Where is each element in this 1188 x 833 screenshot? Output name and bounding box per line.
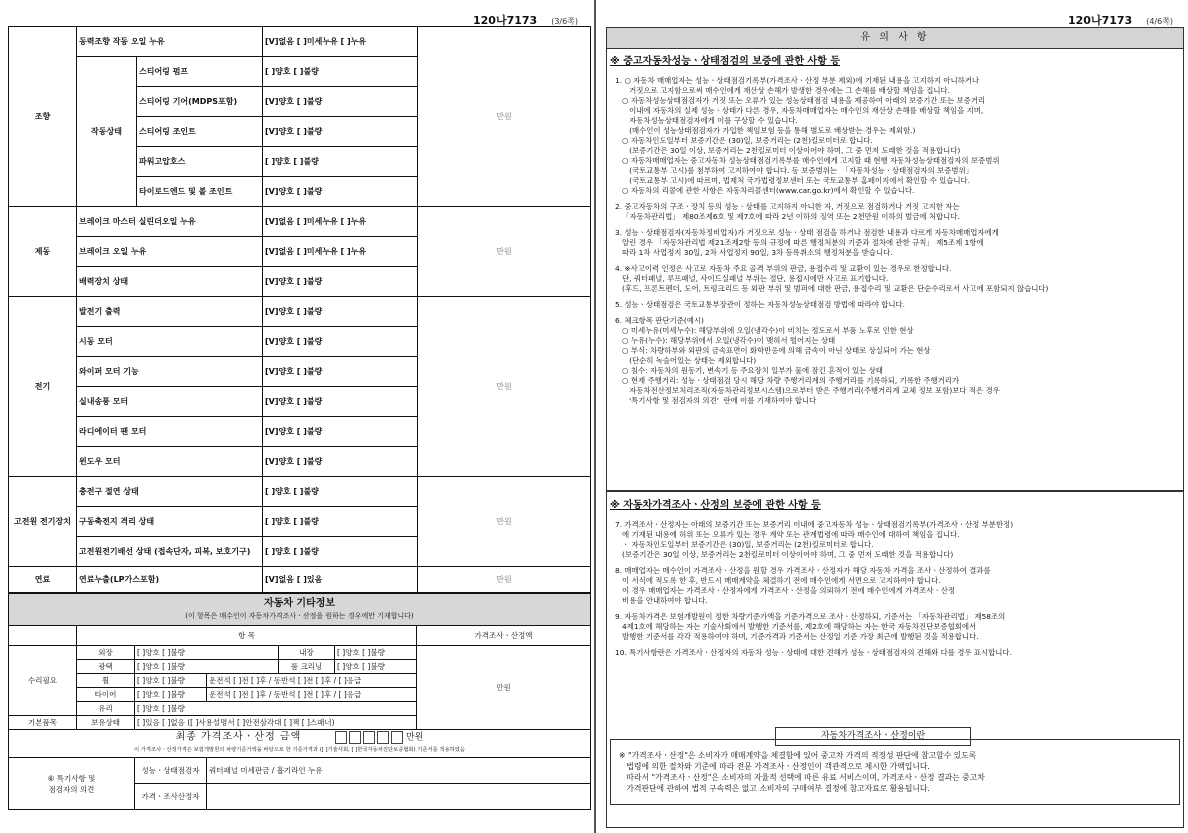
text-line: 7. 가격조사ㆍ산정자는 아래의 보증기간 또는 보증거리 이내에 중고자동차 성능ㆍ상태점검기록부(가격조사ㆍ산정 부분한정) bbox=[615, 520, 1014, 529]
item-status: [V]양호 [ ]불량 bbox=[263, 267, 418, 297]
item-label: 라디에이터 팬 모터 bbox=[77, 417, 263, 447]
item-label: 시동 모터 bbox=[77, 327, 263, 357]
opinion-label: ⑥ 특기사항 및 점검자의 의견 bbox=[9, 758, 135, 810]
text-line: ○ 누유(누수): 해당부위에서 오일(냉각수)이 맺혀서 떨어지는 상태 bbox=[615, 336, 836, 345]
item-detail: 운전석 [ ]전 [ ]후 / 동반석 [ ]전 [ ]후 / [ ]응급 bbox=[207, 674, 417, 688]
final-price-note: 이 가격조사ㆍ산정가격은 보험개발원의 차량기준가액을 바탕으로 한 기준가격과 ([ ]기술사회, [ ]한국자동차진단보증협회) 기준서를 적용하였음 bbox=[133, 747, 466, 753]
text-line: 6. 체크항목 판단기준(예시) bbox=[615, 316, 704, 325]
item-status: [V]양호 [ ]불량 bbox=[263, 117, 418, 147]
text-line: 「자동차관리법」 제80조제6호 및 제7호에 따라 2년 이하의 징역 또는 2천만원 이하의 벌금에 처합니다. bbox=[615, 212, 960, 221]
item-status: [V]양호 [ ]불량 bbox=[263, 417, 418, 447]
category-fuel: 연료 bbox=[9, 567, 77, 593]
text-line: ○ 침수: 자동차의 원동기, 변속기 등 주요장치 일부가 물에 잠긴 흔적이 있는 상태 bbox=[615, 366, 883, 375]
text-line: 4. ※사고이력 인정은 사고로 자동차 주요 골격 부위의 판금, 용접수리 및 교환이 있는 경우로 한정합니다. bbox=[615, 264, 952, 273]
item-label: 실내송풍 모터 bbox=[77, 387, 263, 417]
section2-heading: ※ 자동차가격조사ㆍ산정의 보증에 관한 사항 등 bbox=[610, 500, 821, 511]
sub-category: 작동상태 bbox=[77, 57, 137, 207]
page-divider bbox=[594, 0, 596, 833]
text-line: ○ 자동차매매업자는 중고자동차 성능상태점검기록부를 매수인에게 고지할 때 현행 자동차성능상태점검자의 보증범위 bbox=[615, 156, 1000, 165]
item-label: 구동축전지 격리 상태 bbox=[77, 507, 263, 537]
text-line: 발행한 기준서를 각각 적용하여야 하며, 기준가격과 기준서는 산정일 기준 가장 최근에 발행된 것을 적용합니다. bbox=[615, 632, 979, 641]
op2-value bbox=[207, 784, 591, 810]
item-label: 휠 bbox=[77, 674, 135, 688]
item-status: [ ]양호 [ ]불량 bbox=[335, 646, 417, 660]
category-brake: 제동 bbox=[9, 207, 77, 297]
etc-header bbox=[9, 594, 591, 626]
item-status: [ ]양호 [ ]불량 bbox=[263, 147, 418, 177]
item-label: 스티어링 펌프 bbox=[137, 57, 263, 87]
text-line: 자동차전산정보처리조직(자동차관리정보시스템)으로부터 받은 주행거리(주행거리계 교체 정보 포함)보다 적은 경우 bbox=[615, 386, 1000, 395]
item-label: 보유상태 bbox=[77, 716, 135, 730]
text-line: 8. 매매업자는 매수인이 가격조사ㆍ산정을 원할 경우 가격조사ㆍ산정자가 해당 자동차 가격을 조사ㆍ산정하여 결과를 bbox=[615, 566, 991, 575]
item-status: [ ]양호 [ ]불량 bbox=[135, 688, 207, 702]
text-line: 이 서식에 적도록 한 후, 반드시 매매계약을 체결하기 전에 매수인에게 서면으로 고지하여야 합니다. bbox=[615, 576, 941, 585]
item-status: [ ]양호 [ ]불량 bbox=[335, 660, 417, 674]
text-line: 단, 쿼터패널, 루프패널, 사이드실패널 부위는 절단, 용접시에만 사고로 표기합니다. bbox=[615, 274, 889, 283]
item-status: [ ]양호 [ ]불량 bbox=[135, 660, 279, 674]
page-number: (3/6쪽) bbox=[551, 17, 579, 26]
blank-cell bbox=[9, 626, 77, 646]
text-line: '특기사항 및 점검자의 의견' 란에 이를 기재하여야 합니다 bbox=[615, 396, 817, 405]
text-line: ○ 자동차성능상태점검자가 거짓 또는 오류가 있는 성능상태점검 내용을 제공하여 아래의 보증기간 또는 보증거리 bbox=[615, 96, 986, 105]
item-status: [ ]양호 [ ]불량 bbox=[263, 507, 418, 537]
text-line: ※ "가격조사ㆍ산정"은 소비자가 매매계약을 체결함에 있어 중고차 가격의 적정성 판단에 참고할수 있도록 bbox=[619, 751, 977, 760]
text-line: 4제1호에 해당하는 자는 기술사회에서 발행한 기준서를, 제2호에 해당하는 자는 한국 자동차진단보증협회에서 bbox=[615, 622, 977, 631]
sub-title-box: 자동차가격조사ㆍ산정이란 bbox=[775, 727, 971, 746]
etc-info-table bbox=[8, 593, 591, 810]
text-line: 1. ○ 자동차 매매업자는 성능ㆍ상태점검기록부(가격조사ㆍ산정 부분 제외)에 기재된 내용을 고지하지 아니하거나 bbox=[615, 76, 980, 85]
final-price-row bbox=[9, 730, 591, 758]
text-line: 9. 자동차가격은 보험개발원이 정한 차량기준가액을 기준가격으로 조사ㆍ산정하되, 기준서는 「자동차관리법」 제58조의 bbox=[615, 612, 1006, 621]
text-line: 3. 성능ㆍ상태점검자(자동차정비업자)가 거짓으로 성능ㆍ상태 점검을 하거나 점검한 내용과 다르게 자동차매매업자에게 bbox=[615, 228, 999, 237]
item-label: 파워고압호스 bbox=[137, 147, 263, 177]
text-line: 2. 중고자동차의 구조ㆍ장치 등의 성능ㆍ상태를 고지하지 아니한 자, 거짓으로 점검하거나 거짓 고지한 자는 bbox=[615, 202, 960, 211]
item-status: [V]양호 [ ]불량 bbox=[263, 87, 418, 117]
item-label: 발전기 출력 bbox=[77, 297, 263, 327]
item-label: 충전구 절연 상태 bbox=[77, 477, 263, 507]
price-unit: 만원 bbox=[417, 646, 591, 730]
repair-label: 수리필요 bbox=[9, 646, 77, 716]
item-status: [ ]양호 [ ]불량 bbox=[263, 57, 418, 87]
etc-title: 자동차 기타정보 bbox=[263, 597, 336, 609]
doc-number: 120나7173 bbox=[473, 14, 538, 27]
price-unit: 만원 bbox=[418, 207, 591, 297]
item-label: 윈도우 모터 bbox=[77, 447, 263, 477]
text-line: 5. 성능ㆍ상태점검은 국토교통부장관이 정하는 자동차성능상태점검 방법에 따라야 합니다. bbox=[615, 300, 906, 309]
section1-body bbox=[607, 76, 1183, 406]
text-line: (국토교통부 고시)에 따르며, 법제처 국가법령정보센터 또는 국토교통부 홈페이지에서 확인할 수 있습니다. bbox=[615, 176, 971, 185]
item-detail: 운전석 [ ]전 [ ]후 / 동반석 [ ]전 [ ]후 / [ ]응급 bbox=[207, 688, 417, 702]
text-line: ○ 미세누유(미세누수): 해당부위에 오일(냉각수)이 비치는 정도로서 부품 노후로 인한 현상 bbox=[615, 326, 914, 335]
col-item: 항 목 bbox=[77, 626, 417, 646]
text-line: ㆍ 자동차인도일부터 보증기간은 (30)일, 보증거리는 (2천)킬로미터로 합니다. bbox=[615, 540, 874, 549]
item-label: 배력장치 상태 bbox=[77, 267, 263, 297]
text-line: (보증기간은 30일 이상, 보증거리는 2천킬로미터 이상이어야 하며, 그 중 먼저 도래한 것을 적용합니다) bbox=[615, 550, 954, 559]
text-line: (국토교통부 고시)를 첨부하여 고지하여야 합니다. 동 보증범위는 「자동차성능ㆍ상태점검자의 보증범위」 bbox=[615, 166, 973, 175]
doc-header-right bbox=[1068, 12, 1173, 26]
basic-label: 기본품목 bbox=[9, 716, 77, 730]
section2-body bbox=[607, 520, 1183, 658]
col-price: 가격조사ㆍ산정액 bbox=[417, 626, 591, 646]
item-status: [V]양호 [ ]불량 bbox=[263, 357, 418, 387]
text-line: 자동차성능상태점검자에게 이를 구상할 수 있습니다. bbox=[615, 116, 798, 125]
item-status: [V]양호 [ ]불량 bbox=[263, 297, 418, 327]
text-line: 거짓으로 고지함으로써 매수인에게 재산상 손해가 발생한 경우에는 그 손해를 배상할 책임을 집니다. bbox=[615, 86, 951, 95]
item-label: 브레이크 마스터 실린더오일 누유 bbox=[77, 207, 263, 237]
sub-text-box bbox=[610, 739, 1180, 805]
item-status: [V]양호 [ ]불량 bbox=[263, 177, 418, 207]
price-unit: 만원 bbox=[418, 27, 591, 207]
item-label: 동력조향 작동 오일 누유 bbox=[77, 27, 263, 57]
text-line: ○ 자동차인도일부터 보증기간은 (30)일, 보증거리는 (2천)킬로미터로 합니다. bbox=[615, 136, 873, 145]
price-unit: 만원 bbox=[418, 297, 591, 477]
item-status: [V]양호 [ ]불량 bbox=[263, 387, 418, 417]
text-line: 에 기재된 내용에 허위 또는 오류가 있는 경우 계약 또는 관계법령에 따라 매수인에 대하여 책임을 집니다. bbox=[615, 530, 960, 539]
category-hv: 고전원 전기장치 bbox=[9, 477, 77, 567]
text-line: (보증기간은 30일 이상, 보증거리는 2천킬로미터 이상이어야 하며, 그 중 먼저 도래한 것을 적용합니다) bbox=[615, 146, 961, 155]
inspection-table bbox=[8, 26, 591, 593]
text-line: 비용을 안내하여야 합니다. bbox=[615, 596, 708, 605]
final-price-label: 최종 가격조사ㆍ산정 금액 bbox=[175, 731, 302, 743]
item-status: [ ]양호 [ ]불량 bbox=[135, 702, 417, 716]
item-label: 브레이크 오일 누유 bbox=[77, 237, 263, 267]
item-label: 외장 bbox=[77, 646, 135, 660]
notice-title: 유 의 사 항 bbox=[607, 28, 1183, 49]
item-status: [V]없음 [ ]미세누유 [ ]누유 bbox=[263, 237, 418, 267]
item-label: 스티어링 조인트 bbox=[137, 117, 263, 147]
category-electric: 전기 bbox=[9, 297, 77, 477]
item-status: [V]양호 [ ]불량 bbox=[263, 327, 418, 357]
category-steering: 조향 bbox=[9, 27, 77, 207]
text-line: (후드, 프론트펜더, 도어, 트렁크리드 등 외판 부위 및 범퍼에 대한 판금, 용접수리 및 교환은 단순수리로서 사고에 포함되지 않습니다) bbox=[615, 284, 1049, 293]
text-line: 알린 경우 「자동차관리법 제21조제2항 등의 규정에 따른 행정처분의 기준과 절차에 관한 규칙」 제5조제 1항에 bbox=[615, 238, 984, 247]
text-line: 이내에 자동차의 실제 성능ㆍ상태가 다른 경우, 자동차매매업자는 매수인의 재산상 손해를 배상할 책임을 지며, bbox=[615, 106, 984, 115]
item-label: 광택 bbox=[77, 660, 135, 674]
item-status: [V]없음 [ ]있음 bbox=[263, 567, 418, 593]
text-line: (단순히 녹슬어있는 상태는 제외합니다) bbox=[615, 356, 757, 365]
text-line: 법령에 의한 절차와 기준에 따라 전문 가격조사ㆍ산정인이 객관적으로 제시한 가액입니다. bbox=[619, 762, 930, 771]
text-line: 따라서 "가격조사ㆍ산정"은 소비자의 자율적 선택에 따른 유료 서비스이며, 가격조사ㆍ산정 결과는 중고차 bbox=[619, 773, 985, 782]
text-line: ○ 부식: 차량하부와 외판의 금속표면이 화학반응에 의해 금속이 아닌 상태로 상실되어 가는 현상 bbox=[615, 346, 931, 355]
item-label: 내장 bbox=[279, 646, 335, 660]
item-label: 유리 bbox=[77, 702, 135, 716]
item-label: 룸 크리닝 bbox=[279, 660, 335, 674]
item-label: 타이로드엔드 및 볼 조인트 bbox=[137, 177, 263, 207]
sub-text-body bbox=[611, 750, 1179, 794]
doc-header-left bbox=[473, 12, 578, 26]
final-price-unit: 만원 bbox=[406, 732, 424, 743]
item-label: 고전원전기배선 상태 (접속단자, 피복, 보호기구) bbox=[77, 537, 263, 567]
text-line: 10. 특기사항란은 가격조사ㆍ산정자의 자동차 성능ㆍ상태에 대한 견해가 성능ㆍ상태점검자의 견해와 다를 경우 표시합니다. bbox=[615, 648, 1012, 657]
price-unit: 만원 bbox=[418, 567, 591, 593]
text-line: 이 경우 매매업자는 가격조사ㆍ산정자에게 가격조사ㆍ산정을 의뢰하기 전에 매수인에게 가격조사ㆍ산정 bbox=[615, 586, 955, 595]
item-status: [ ]양호 [ ]불량 bbox=[263, 537, 418, 567]
page-number: (4/6쪽) bbox=[1146, 17, 1174, 26]
final-price-boxes bbox=[334, 733, 404, 742]
item-status: [ ]양호 [ ]불량 bbox=[135, 674, 207, 688]
section1-heading: ※ 중고자동차성능ㆍ상태점검의 보증에 관한 사항 등 bbox=[610, 56, 840, 67]
doc-number: 120나7173 bbox=[1068, 14, 1133, 27]
text-line: ○ 자동차의 리콜에 관한 사항은 자동차리콜센터(www.car.go.kr)에서 확인할 수 있습니다. bbox=[615, 186, 915, 195]
item-label: 와이퍼 모터 기능 bbox=[77, 357, 263, 387]
item-status: [ ]양호 [ ]불량 bbox=[135, 646, 279, 660]
item-status: [ ]있음 [ ]없음 ([ ]사용설명서 [ ]안전삼각대 [ ]잭 [ ]스패너) bbox=[135, 716, 417, 730]
etc-note: (이 항목은 매수인이 자동차가격조사ㆍ산정을 원하는 경우에만 기재합니다) bbox=[185, 611, 414, 620]
text-line: (매수인이 성능상태점검자가 가입한 책임보험 등을 통해 별도로 배상받는 경우는 제외함.) bbox=[615, 126, 916, 135]
op1-value: 쿼터패널 미세판금 / 흡기라인 누유 bbox=[207, 758, 591, 784]
text-line: 가격판단에 관하여 법적 구속력은 없고 소비자의 구매여부 결정에 참고자료로 활용됩니다. bbox=[619, 784, 930, 793]
text-line: ○ 현재 주행거리: 성능ㆍ상태점검 당시 해당 차량 주행거리계의 주행거리를 기록하되, 기록한 주행거리가 bbox=[615, 376, 960, 385]
item-status: [V]양호 [ ]불량 bbox=[263, 447, 418, 477]
notice-box-1 bbox=[606, 27, 1184, 492]
op2-label: 가격ㆍ조사산정자 bbox=[135, 784, 207, 810]
op1-label: 성능ㆍ상태점검자 bbox=[135, 758, 207, 784]
item-label: 타이어 bbox=[77, 688, 135, 702]
item-label: 연료누출(LP가스포함) bbox=[77, 567, 263, 593]
item-status: [ ]양호 [ ]불량 bbox=[263, 477, 418, 507]
text-line: 따라 1차 사업정지 30일, 2차 사업정지 90일, 3차 등록취소의 행정처분을 받습니다. bbox=[615, 248, 893, 257]
price-unit: 만원 bbox=[418, 477, 591, 567]
item-status: [V]없음 [ ]미세누유 [ ]누유 bbox=[263, 207, 418, 237]
item-label: 스티어링 기어(MDPS포함) bbox=[137, 87, 263, 117]
item-status: [V]없음 [ ]미세누유 [ ]누유 bbox=[263, 27, 418, 57]
